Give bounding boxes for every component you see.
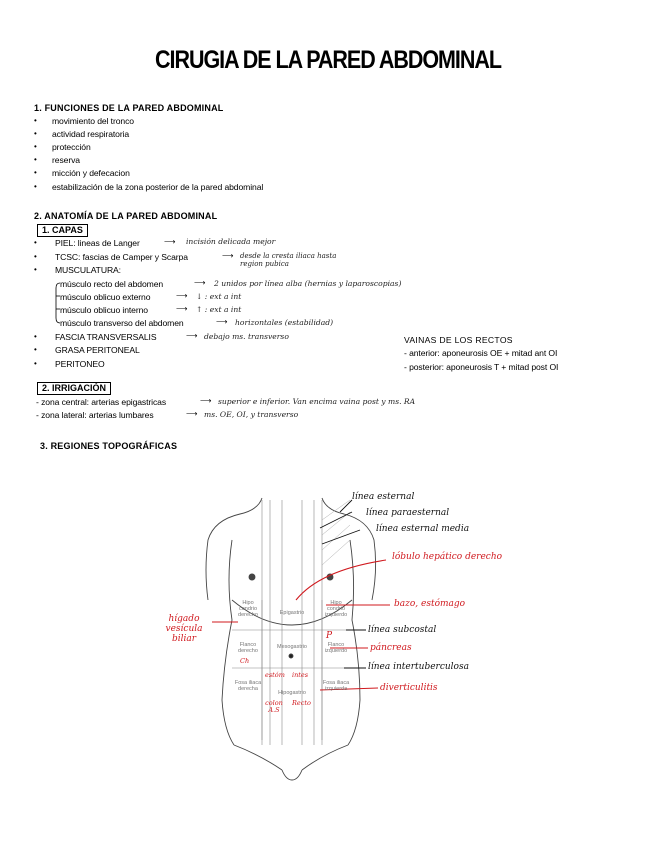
- irrigacion-label: 2. IRRIGACIÓN: [37, 382, 111, 395]
- arrow-icon: ⟶: [200, 396, 212, 405]
- bullet: •: [34, 116, 37, 125]
- region-label: Mesogastrio: [277, 644, 307, 650]
- irrigacion-item: - zona lateral: arterias lumbares: [36, 410, 154, 420]
- inner-note: P: [326, 631, 333, 641]
- list-item: actividad respiratoria: [52, 129, 130, 139]
- region-label: Fosa iliaca izquierda: [322, 680, 350, 692]
- region-label: Hipo condrio izquierdo: [324, 600, 348, 618]
- capas-label: 1. CAPAS: [37, 224, 88, 237]
- label-linea-intertuberculosa: línea intertuberculosa: [368, 662, 469, 672]
- region-label: Epigastrio: [279, 610, 305, 616]
- region-label: Hipogastrio: [278, 690, 306, 696]
- bullet: •: [34, 155, 37, 164]
- handwritten-note: desde la cresta iliaca hasta region pubica: [240, 252, 337, 268]
- arrow-icon: ⟶: [186, 409, 198, 418]
- tcsc-item: TCSC: fascias de Camper y Scarpa: [55, 252, 188, 262]
- bullet: •: [34, 168, 37, 177]
- arrow-icon: ⟶: [194, 278, 206, 287]
- handwritten-note: incisión delicada mejor: [186, 237, 276, 246]
- muscle-item: músculo recto del abdomen: [60, 279, 164, 289]
- arrow-icon: ⟶: [222, 251, 234, 260]
- list-item: movimiento del tronco: [52, 116, 134, 126]
- arrow-icon: ⟶: [186, 331, 198, 340]
- bullet: •: [34, 265, 37, 274]
- label-linea-subcostal: línea subcostal: [368, 625, 437, 635]
- inner-note: estóm: [265, 671, 285, 679]
- label-higado: hígado vesícula biliar: [165, 614, 203, 644]
- bullet: •: [34, 359, 37, 368]
- label-pancreas: páncreas: [370, 643, 412, 653]
- handwritten-note: ms. OE, OI, y transverso: [204, 410, 299, 419]
- bracket-icon: [56, 283, 60, 323]
- section-1-heading: 1. FUNCIONES DE LA PARED ABDOMINAL: [34, 103, 224, 113]
- region-label: Flanco izquierdo: [324, 642, 348, 654]
- section-3-heading: 3. REGIONES TOPOGRÁFICAS: [40, 441, 178, 451]
- page-title: CIRUGIA DE LA PARED ABDOMINAL: [155, 46, 501, 74]
- handwritten-note: ↓ : ext a int: [196, 292, 242, 301]
- bullet: •: [34, 332, 37, 341]
- torso-drawing: [206, 498, 376, 780]
- bullet: •: [34, 252, 37, 261]
- bullet: •: [34, 129, 37, 138]
- grasa-item: GRASA PERITONEAL: [55, 345, 140, 355]
- bullet: •: [34, 238, 37, 247]
- handwritten-note: superior e inferior. Van encima vaina post y ms. RA: [218, 397, 416, 406]
- piel-item: PIEL: lineas de Langer: [55, 238, 140, 248]
- bullet: •: [34, 182, 37, 191]
- label-bazo-estomago: bazo, estómago: [394, 599, 466, 609]
- muscle-item: músculo transverso del abdomen: [60, 318, 184, 328]
- inner-note: intes: [292, 671, 309, 679]
- region-label: Fosa iliaca derecha: [234, 680, 262, 692]
- muscle-item: músculo oblicuo interno: [60, 305, 148, 315]
- irrigacion-item: - zona central: arterias epigastricas: [36, 397, 167, 407]
- region-label: Hipo condrio derecho: [238, 600, 258, 618]
- inner-note: Recto: [292, 699, 311, 707]
- arrow-icon: ⟶: [164, 237, 176, 246]
- list-item: micción y defecacion: [52, 168, 130, 178]
- label-diverticulitis: diverticulitis: [380, 683, 438, 693]
- muscle-item: músculo oblicuo externo: [60, 292, 151, 302]
- inner-note: colon A.S: [265, 699, 283, 714]
- list-item: estabilización de la zona posterior de la pared abdominal: [52, 182, 264, 192]
- region-label: Flanco derecho: [238, 642, 258, 654]
- list-item: reserva: [52, 155, 80, 165]
- arrow-icon: ⟶: [216, 317, 228, 326]
- list-item: protección: [52, 142, 91, 152]
- label-lobulo-hepatico: lóbulo hepático derecho: [392, 552, 503, 562]
- vainas-title: VAINAS DE LOS RECTOS: [404, 335, 513, 345]
- handwritten-note: 2 unidos por línea alba (hernias y laparoscopias): [214, 279, 402, 288]
- arrow-icon: ⟶: [176, 304, 188, 313]
- label-linea-paraesternal: línea paraesternal: [366, 508, 450, 518]
- label-linea-esternal-media: línea esternal media: [376, 524, 470, 534]
- vainas-item: - anterior: aponeurosis OE + mitad ant OI: [404, 348, 558, 358]
- vainas-item: - posterior: aponeurosis T + mitad post OI: [404, 362, 559, 372]
- section-2-heading: 2. ANATOMÍA DE LA PARED ABDOMINAL: [34, 211, 218, 221]
- handwritten-note: ↑ : ext a int: [196, 305, 242, 314]
- handwritten-note: debajo ms. transverso: [204, 332, 289, 341]
- inner-note: Ch: [240, 657, 250, 665]
- label-linea-esternal: línea esternal: [352, 492, 415, 502]
- bullet: •: [34, 345, 37, 354]
- musculatura-item: MUSCULATURA:: [55, 265, 121, 275]
- arrow-icon: ⟶: [176, 291, 188, 300]
- handwritten-note: horizontales (estabilidad): [235, 318, 334, 327]
- peritoneo-item: PERITONEO: [55, 359, 105, 369]
- bullet: •: [34, 142, 37, 151]
- fascia-item: FASCIA TRANSVERSALIS: [55, 332, 157, 342]
